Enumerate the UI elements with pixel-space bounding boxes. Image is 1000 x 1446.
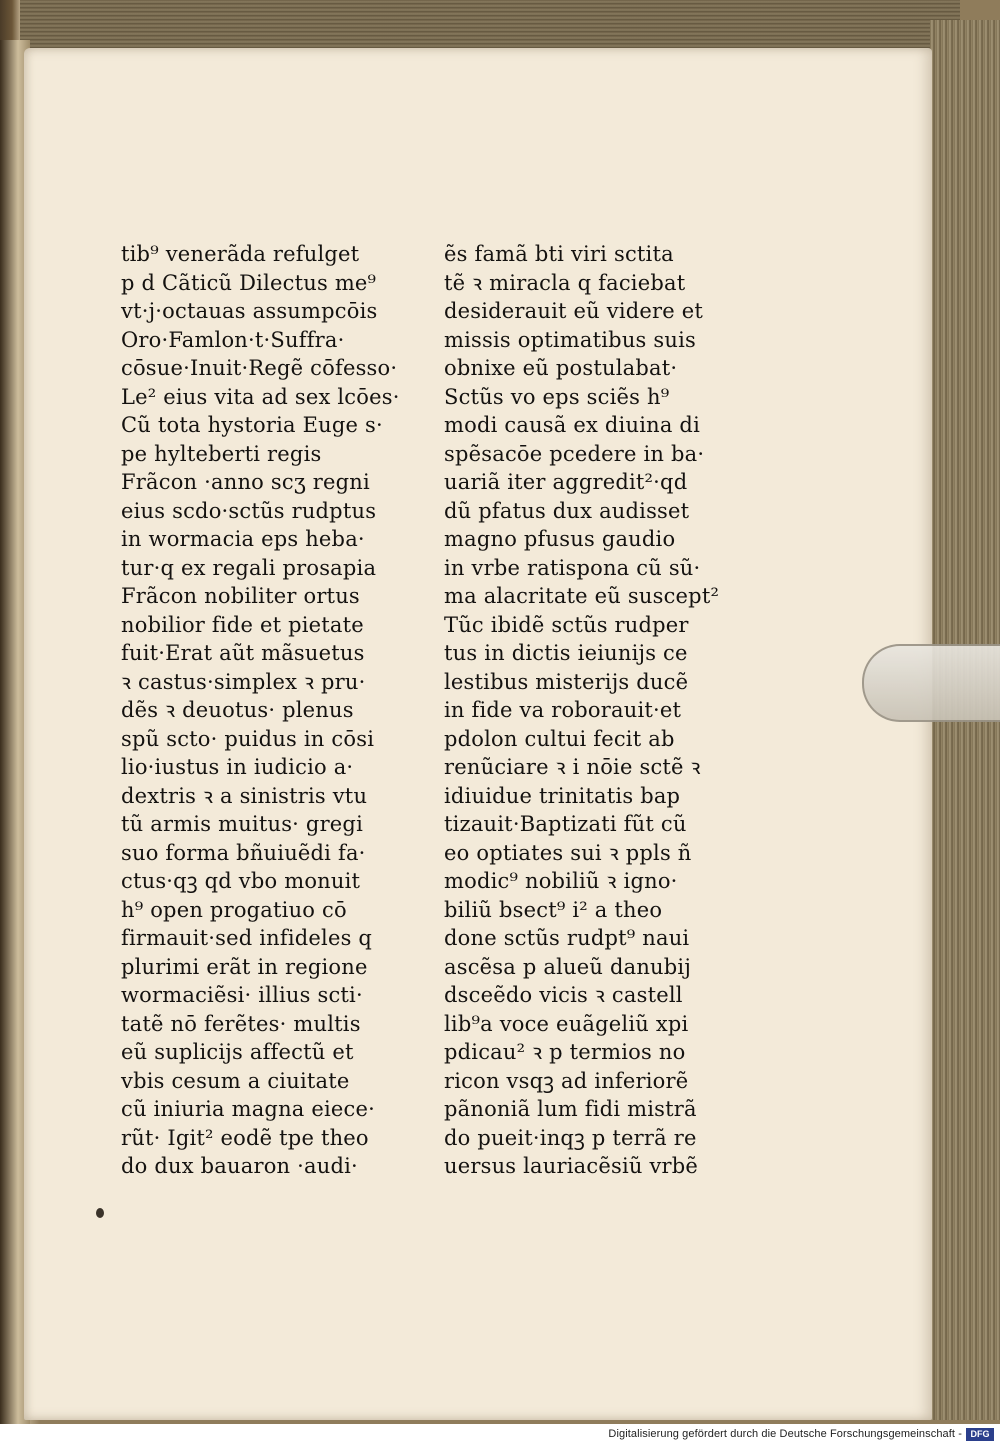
text-line: dũ pfatus dux audisset <box>444 498 690 523</box>
text-line: firmauit·sed infideles q <box>121 926 373 950</box>
text-line: biliũ bsect⁹ i² a theo <box>444 897 663 922</box>
text-line: magno pfusus gaudio <box>444 527 676 551</box>
text-line: dsceẽdo vicis ꝛ castell <box>444 983 683 1007</box>
text-line: dẽs ꝛ deuotus· plenus <box>121 698 354 722</box>
page-clip <box>862 644 1000 722</box>
text-line: ma alacritate eũ suscept² <box>444 584 720 608</box>
text-line: nobilior fide et pietate <box>121 612 364 637</box>
text-line: spẽsacōe pcedere in ba· <box>444 441 705 466</box>
text-line: ctus·qꝫ qd vbo monuit <box>121 869 361 893</box>
text-line: rũt· Igit² eodẽ tpe theo <box>121 1125 369 1150</box>
text-line: tizauit·Baptizati fũt cũ <box>444 812 687 836</box>
text-line: Frãcon nobiliter ortus <box>121 584 360 608</box>
text-line: do dux bauaron ·audi· <box>121 1154 358 1178</box>
text-line: spũ scto· puidus in cōsi <box>121 726 375 751</box>
text-line: Le² eius vita ad sex lcōes· <box>121 384 400 409</box>
text-line: uariã iter aggredit²·qd <box>444 470 688 494</box>
text-line: renũciare ꝛ i nōie sctẽ ꝛ <box>444 755 701 779</box>
text-line: Oro·Famlon·t·Suffra· <box>121 327 345 352</box>
text-line: fuit·Erat aũt mãsuetus <box>121 641 365 665</box>
text-line: lib⁹a voce euãgeliũ xpi <box>444 1011 689 1036</box>
text-line: ricon vsqꝫ ad inferiorẽ <box>444 1068 689 1093</box>
text-line: ẽs famã bti viri sctita <box>444 242 674 266</box>
text-line: cōsue·Inuit·Regẽ cōfesso· <box>121 356 398 380</box>
text-line: tatẽ nō ferẽtes· multis <box>121 1011 361 1036</box>
text-line: Tũc ibidẽ sctũs rudper <box>444 612 689 637</box>
text-line: in fide va roborauit·et <box>444 698 682 722</box>
text-line: Sctũs vo eps sciẽs h⁹ <box>444 384 670 409</box>
text-line: pãnoniã lum fidi mistrã <box>444 1097 697 1121</box>
text-line: do pueit·inqꝫ p terrã re <box>444 1125 697 1150</box>
text-line: idiuidue trinitatis bap <box>444 783 681 808</box>
digitization-credit: Digitalisierung gefördert durch die Deutsche Forschungsgemeinschaft - <box>608 1428 962 1440</box>
book-page <box>24 48 932 1420</box>
dfg-logo: DFG <box>966 1428 994 1441</box>
text-line: modi causã ex diuina di <box>444 413 700 437</box>
text-line: Frãcon ·anno scʒ regni <box>121 470 370 494</box>
text-line: pe hylteberti regis <box>121 441 322 466</box>
text-line: lio·iustus in iudicio a· <box>121 755 354 779</box>
text-line: modic⁹ nobiliũ ꝛ igno· <box>444 869 678 893</box>
text-line: plurimi erãt in regione <box>121 954 368 979</box>
text-line: pdicau² ꝛ p termios no <box>444 1040 686 1064</box>
text-line: ascẽsa p alueũ danubij <box>444 954 692 979</box>
text-line: in wormacia eps heba· <box>121 527 365 551</box>
text-line: tẽ ꝛ miracla q faciebat <box>444 270 686 295</box>
text-line: p d Cãticũ Dilectus me⁹ <box>121 270 377 295</box>
text-line: ꝛ castus·simplex ꝛ pru· <box>121 669 366 694</box>
text-line: eo optiates sui ꝛ ppls ñ <box>444 840 692 865</box>
text-line: h⁹ open progatiuo cō <box>121 897 347 922</box>
text-line: vt·j·octauas assumpcōis <box>121 299 378 323</box>
text-line: missis optimatibus suis <box>444 327 696 352</box>
text-line: wormaciẽsi· illius scti· <box>121 983 363 1007</box>
ink-mark <box>96 1208 104 1218</box>
text-line: vbis cesum a ciuitate <box>121 1068 350 1093</box>
text-line: in vrbe ratispona cũ sũ· <box>444 555 701 580</box>
text-line: desiderauit eũ videre et <box>444 299 704 323</box>
text-line: obnixe eũ postulabat· <box>444 356 678 380</box>
text-line: eius scdo·sctũs rudptus <box>121 498 377 523</box>
text-line: dextris ꝛ a sinistris vtu <box>121 783 368 808</box>
text-line: cũ iniuria magna eiece· <box>121 1097 376 1121</box>
text-column-right <box>444 240 734 1181</box>
text-line: lestibus misterijs ducẽ <box>444 669 689 694</box>
text-line: tus in dictis ieiunijs ce <box>444 641 688 665</box>
text-column-left <box>121 240 411 1181</box>
text-line: eũ suplicijs affectũ et <box>121 1040 354 1064</box>
text-line: pdolon cultui fecit ab <box>444 726 675 751</box>
book-top-edge <box>20 0 960 52</box>
text-line: uersus lauriacẽsiũ vrbẽ <box>444 1154 699 1178</box>
text-line: tur·q ex regali prosapia <box>121 555 377 580</box>
text-line: Cũ tota hystoria Euge s· <box>121 413 383 437</box>
text-line: tũ armis muitus· gregi <box>121 812 363 836</box>
text-line: tib⁹ venerãda refulget <box>121 242 360 266</box>
text-line: done sctũs rudpt⁹ naui <box>444 926 690 950</box>
text-line: suo forma bñuiuẽdi fa· <box>121 840 366 865</box>
